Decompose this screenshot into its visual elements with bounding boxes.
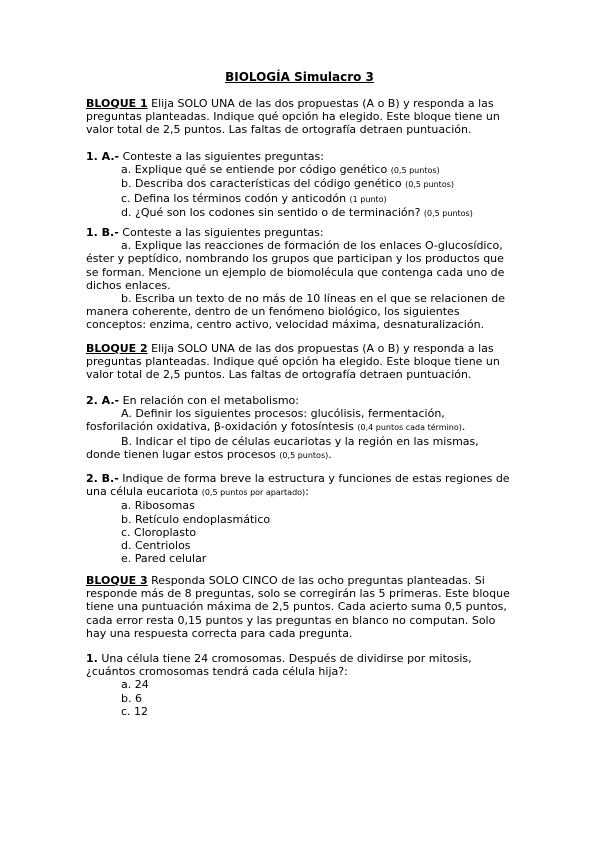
question-2a-part-b <box>86 435 514 462</box>
list-item: b. Retículo endoplasmático <box>121 512 271 526</box>
item-points: (0,5 puntos) <box>390 166 440 176</box>
list-item: d. Centriolos <box>121 539 191 553</box>
question-1b-label: 1. B.- <box>86 226 119 239</box>
list-item: e. Pared celular <box>121 552 207 566</box>
page-title: BIOLOGÍA Simulacro 3 <box>225 70 374 84</box>
bloque1-label: BLOQUE 1 <box>86 97 148 110</box>
item-text: a. Explique qué se entiende por código genético <box>121 163 391 177</box>
option-item: b. 6 <box>121 691 142 705</box>
bloque2-text: Elija SOLO UNA de las dos propuestas (A o B) y responda a las preguntas planteadas. Indique qué opción ha elegido. Este bloque tiene un valor total de 2,5 puntos. Las faltas de ortografía detraen puntuación. <box>86 342 500 382</box>
question-2b-points: (0,5 puntos por apartado) <box>201 488 306 498</box>
part-points: (0,4 puntos cada término) <box>357 423 462 433</box>
question-1a-label: 1. A.- <box>86 150 120 163</box>
question-1b <box>86 226 514 332</box>
part-text: B. Indicar el tipo de células eucariotas y la región en las mismas, donde tienen lugar estos procesos <box>86 434 479 461</box>
question-2a-intro: En relación con el metabolismo: <box>119 394 299 407</box>
question-3-1 <box>86 652 514 718</box>
question-2b-intro: Indique de forma breve la estructura y funciones de estas regiones de una célula eucariota <box>86 472 510 499</box>
item-text: c. Defina los términos codón y anticodón <box>121 191 350 205</box>
question-1a-intro: Conteste a las siguientes preguntas: <box>119 150 324 163</box>
item-text: b. Describa dos características del código genético <box>121 177 406 191</box>
bloque2-label: BLOQUE 2 <box>86 342 148 355</box>
bloque1-paragraph <box>86 97 514 137</box>
list-item <box>86 192 514 206</box>
bloque2-paragraph <box>86 342 514 382</box>
question-1a <box>86 150 514 220</box>
item-points: (0,5 puntos) <box>423 208 473 218</box>
option-item: c. 12 <box>121 704 149 718</box>
part-end: . <box>328 447 332 461</box>
list-item: c. Cloroplasto <box>121 525 197 539</box>
question-3-1-label: 1. <box>86 652 98 665</box>
list-item: a. Ribosomas <box>121 499 195 513</box>
question-2a-label: 2. A.- <box>86 394 120 407</box>
item-text: d. ¿Qué son los codones sin sentido o de terminación? <box>121 205 424 219</box>
list-item <box>86 163 514 177</box>
question-2a-part-a <box>86 407 514 434</box>
part-text: A. Definir los siguientes procesos: glucólisis, fermentación, fosforilación oxidativa, β-oxidación y fotosíntesis <box>86 407 445 434</box>
question-1b-intro: Conteste a las siguientes preguntas: <box>118 226 324 239</box>
bloque3-paragraph <box>86 574 514 640</box>
list-item <box>86 206 514 220</box>
question-2b-label: 2. B.- <box>86 472 119 485</box>
bloque3-label: BLOQUE 3 <box>86 574 148 587</box>
question-3-1-text: Una célula tiene 24 cromosomas. Después de dividirse por mitosis, ¿cuántos cromosomas tendrá cada célula hija?: <box>86 652 472 679</box>
option-item: a. 24 <box>121 678 149 692</box>
question-2b-end: : <box>305 485 309 499</box>
item-points: (1 punto) <box>349 194 387 204</box>
question-1b-part-a: a. Explique las reacciones de formación de los enlaces O-glucosídico, éster y peptídico, nombrando los grupos que participan y los productos que se forman. Mencione un ejemplo de biomolécula que contenga cada uno de dichos enlaces. <box>86 239 505 292</box>
bloque3-text: Responda SOLO CINCO de las ocho preguntas planteadas. Si responde más de 8 preguntas, solo se corregirán las 5 primeras. Este bloque tiene una puntuación máxima de 2,5 puntos. Cada acierto suma 0,5 puntos, cada error resta 0,15 puntos y las preguntas en blanco no computan. Solo hay una respuesta correcta para cada pregunta. <box>86 574 510 640</box>
part-end: . <box>461 420 466 434</box>
question-2a <box>86 394 514 462</box>
part-points: (0,5 puntos) <box>279 450 329 460</box>
list-item <box>86 177 514 191</box>
question-2b <box>86 472 514 565</box>
question-1b-part-b: b. Escriba un texto de no más de 10 líneas en el que se relacionen de manera coherente, dentro de un fenómeno biológico, los siguientes conceptos: enzima, centro activo, velocidad máxima, desnaturalización. <box>86 292 505 332</box>
bloque1-text: Elija SOLO UNA de las dos propuestas (A o B) y responda a las preguntas planteadas. Indique qué opción ha elegido. Este bloque tiene un valor total de 2,5 puntos. Las faltas de ortografía detraen puntuación. <box>86 97 500 137</box>
item-points: (0,5 puntos) <box>405 180 455 190</box>
